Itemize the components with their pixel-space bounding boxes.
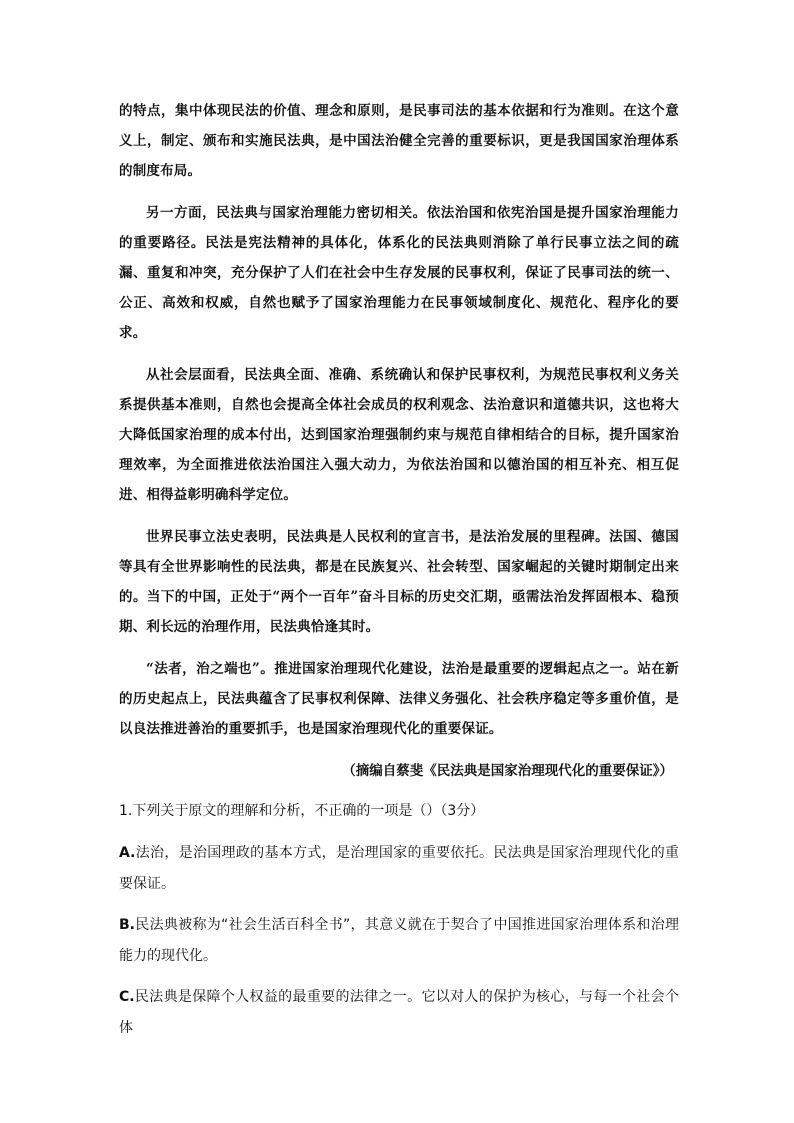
option-c-letter: C.	[119, 989, 135, 1005]
passage-paragraph-conclusion: “法者，治之端也”。推进国家治理现代化建设，法治是最重要的逻辑起点之一。站在新的历史起点上，民法典蕴含了民事权利保障、法律义务强化、社会秩序稳定等多重价值，是以良法推进善治的重要抓手，也是国家治理现代化的重要保证。	[119, 661, 679, 737]
passage-source-citation: （摘编自蔡斐《民法典是国家治理现代化的重要保证》）	[342, 763, 673, 779]
document-content	[119, 96, 679, 1054]
passage-paragraph-social-level: 从社会层面看，民法典全面、准确、系统确认和保护民事权利，为规范民事权利义务关系提供基本准则，自然也会提高全体社会成员的权利观念、法治意识和道德共识，这也将大大降低国家治理的成本付出，达到国家治理强制约束与规范自律相结合的目标，提升国家治理效率，为全面推进依法治国注入强大动力，为依法治国和以德治国的相互补充、相互促进、相得益彰明确科学定位。	[119, 367, 679, 503]
option-c	[119, 982, 679, 1044]
option-a	[119, 838, 679, 900]
option-a-letter: A.	[119, 845, 136, 861]
question-stem: 1.下列关于原文的理解和分析，不正确的一项是（）（3分）	[119, 803, 485, 819]
passage-paragraph-world-history: 世界民事立法史表明，民法典是人民权利的宣言书，是法治发展的里程碑。法国、德国等具有全世界影响性的民法典，都是在民族复兴、社会转型、国家崛起的关键时期制定出来的。当下的中国，正处于“两个一百年”奋斗目标的历史交汇期，亟需法治发挥固根本、稳预期、利长远的治理作用，民法典恰逢其时。	[119, 529, 679, 635]
passage-paragraph-governance-capacity: 另一方面，民法典与国家治理能力密切相关。依法治国和依宪治国是提升国家治理能力的重要路径。民法是宪法精神的具体化，体系化的民法典则消除了单行民事立法之间的疏漏、重复和冲突，充分保护了人们在社会中生存发展的民事权利，保证了民事司法的统一、公正、高效和权威，自然也赋予了国家治理能力在民事领域制度化、规范化、程序化的要求。	[119, 205, 679, 341]
option-c-text: 民法典是保障个人权益的最重要的法律之一。它以对人的保护为核心，与每一个社会个体	[119, 989, 679, 1036]
option-b	[119, 910, 679, 972]
passage-paragraph-continued: 的特点，集中体现民法的价值、理念和原则，是民事司法的基本依据和行为准则。在这个意义上，制定、颁布和实施民法典，是中国法治健全完善的重要标识，更是我国国家治理体系的制度布局。	[119, 103, 679, 179]
option-b-letter: B.	[119, 917, 135, 933]
option-b-text: 民法典被称为“社会生活百科全书”，其意义就在于契合了中国推进国家治理体系和治理能力的现代化。	[119, 917, 679, 964]
option-a-text: 法治，是治国理政的基本方式，是治理国家的重要依托。民法典是国家治理现代化的重要保证。	[119, 845, 679, 892]
